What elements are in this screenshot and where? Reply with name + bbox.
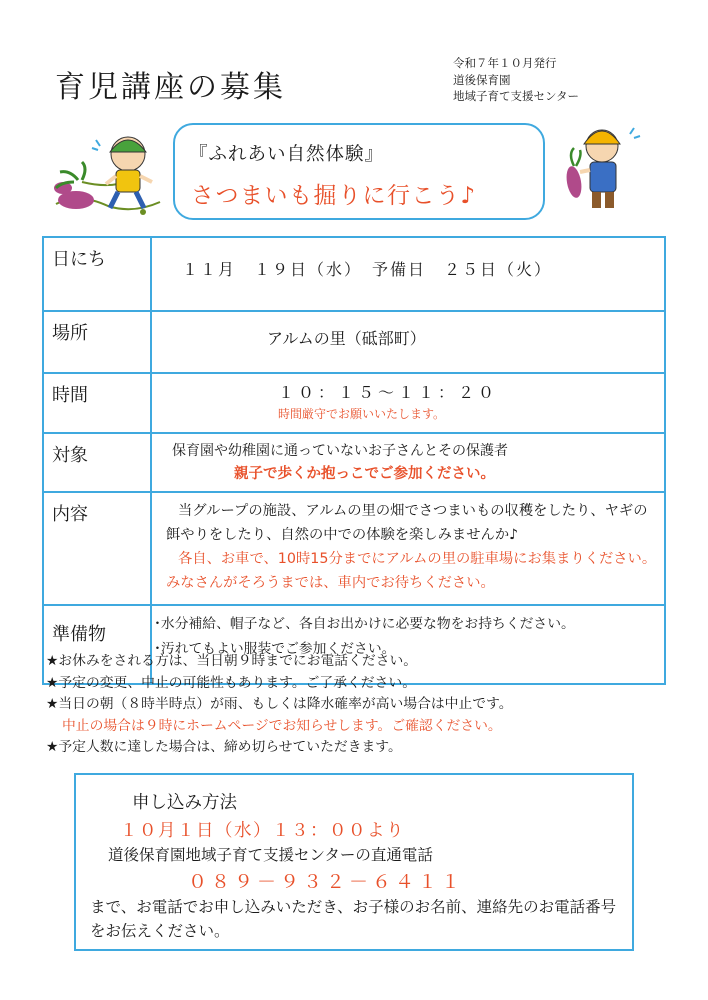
notes-list bbox=[46, 651, 686, 759]
target-label: 対象 bbox=[43, 433, 151, 492]
application-center: 道後保育園地域子育て支援センターの直通電話 bbox=[108, 846, 433, 864]
target-value: 保育園や幼稚園に通っていないお子さんとその保護者 bbox=[172, 443, 508, 459]
application-start-date: １０月１日（水）１３：００より bbox=[120, 821, 405, 841]
time-value: １０：１５～１１：２０ bbox=[278, 383, 499, 402]
time-note: 時間厳守でお願いいたします。 bbox=[278, 407, 446, 421]
event-name: 『ふれあい自然体験』 bbox=[189, 144, 385, 165]
star-icon: ★ bbox=[46, 739, 59, 755]
content-value-cell bbox=[151, 492, 665, 605]
row-target bbox=[43, 433, 665, 492]
row-date bbox=[43, 237, 665, 311]
star-icon: ★ bbox=[46, 674, 59, 691]
child-holding-sweet-potato-illustration bbox=[560, 120, 642, 216]
target-note: 親子で歩くか抱っこでご参加ください。 bbox=[234, 466, 495, 482]
content-label: 内容 bbox=[43, 492, 151, 605]
star-icon: ★ bbox=[46, 696, 59, 712]
row-content bbox=[43, 492, 665, 605]
star-icon: ★ bbox=[46, 653, 59, 669]
event-catchphrase: さつまいも掘りに行こう♪ bbox=[191, 183, 477, 209]
child-pulling-sweet-potato-illustration bbox=[48, 122, 168, 222]
content-value: 当グループの施設、アルムの里の畑でさつまいもの収穫をしたり、ヤギの餌やりをしたり、自然の中での体験を楽しみませんか♪ bbox=[166, 503, 648, 543]
application-title: 申し込み方法 bbox=[132, 793, 237, 813]
items-line-1: ･水分補給、帽子など、各自お出かけに必要な物をお持ちください。 bbox=[154, 616, 575, 632]
application-instructions: まで、お電話でお申し込みいただき、お子様のお名前、連絡先のお電話番号をお伝えください。 bbox=[90, 898, 617, 940]
items-label: 準備物 bbox=[43, 605, 151, 684]
note-cancel-notice: 中止の場合は９時にホームページでお知らせします。ご確認ください。 bbox=[62, 717, 502, 734]
issuer-name: 道後保育園 bbox=[453, 72, 511, 87]
date-label: 日にち bbox=[43, 237, 151, 311]
page-title: 育児講座の募集 bbox=[55, 70, 286, 105]
time-value-cell bbox=[151, 373, 665, 433]
event-info-table bbox=[42, 236, 666, 685]
content-note: 各自、お車で、10時15分までにアルムの里の駐車場にお集まりください。みなさんがそろうまでは、車内でお待ちください。 bbox=[166, 551, 657, 591]
note-item: ★予定の変更、中止の可能性もあります。ご了承ください。 bbox=[46, 674, 416, 691]
items-line-2: ･汚れてもよい服装でご参加ください。 bbox=[154, 641, 396, 657]
issuer-block bbox=[453, 55, 579, 105]
issue-date: 令和７年１０月発行 bbox=[453, 56, 557, 70]
target-value-cell bbox=[151, 433, 665, 492]
place-label: 場所 bbox=[43, 311, 151, 373]
event-title-box bbox=[173, 123, 545, 220]
note-item: ★予定人数に達した場合は、締め切らせていただきます。 bbox=[46, 739, 402, 755]
note-item: ★お休みをされる方は、当日朝９時までにお電話ください。 bbox=[46, 653, 418, 669]
place-value: アルムの里（砥部町） bbox=[151, 311, 665, 373]
row-time bbox=[43, 373, 665, 433]
time-label: 時間 bbox=[43, 373, 151, 433]
issuer-department: 地域子育て支援センター bbox=[453, 89, 580, 103]
application-phone-number[interactable]: ０８９－９３２－６４１１ bbox=[188, 871, 465, 893]
application-box bbox=[74, 773, 634, 951]
date-value: １１月 １９日（水） 予備日 ２５日（火） bbox=[151, 237, 665, 311]
note-item: ★当日の朝（８時半時点）が雨、もしくは降水確率が高い場合は中止です。 bbox=[46, 696, 513, 712]
row-place bbox=[43, 311, 665, 373]
